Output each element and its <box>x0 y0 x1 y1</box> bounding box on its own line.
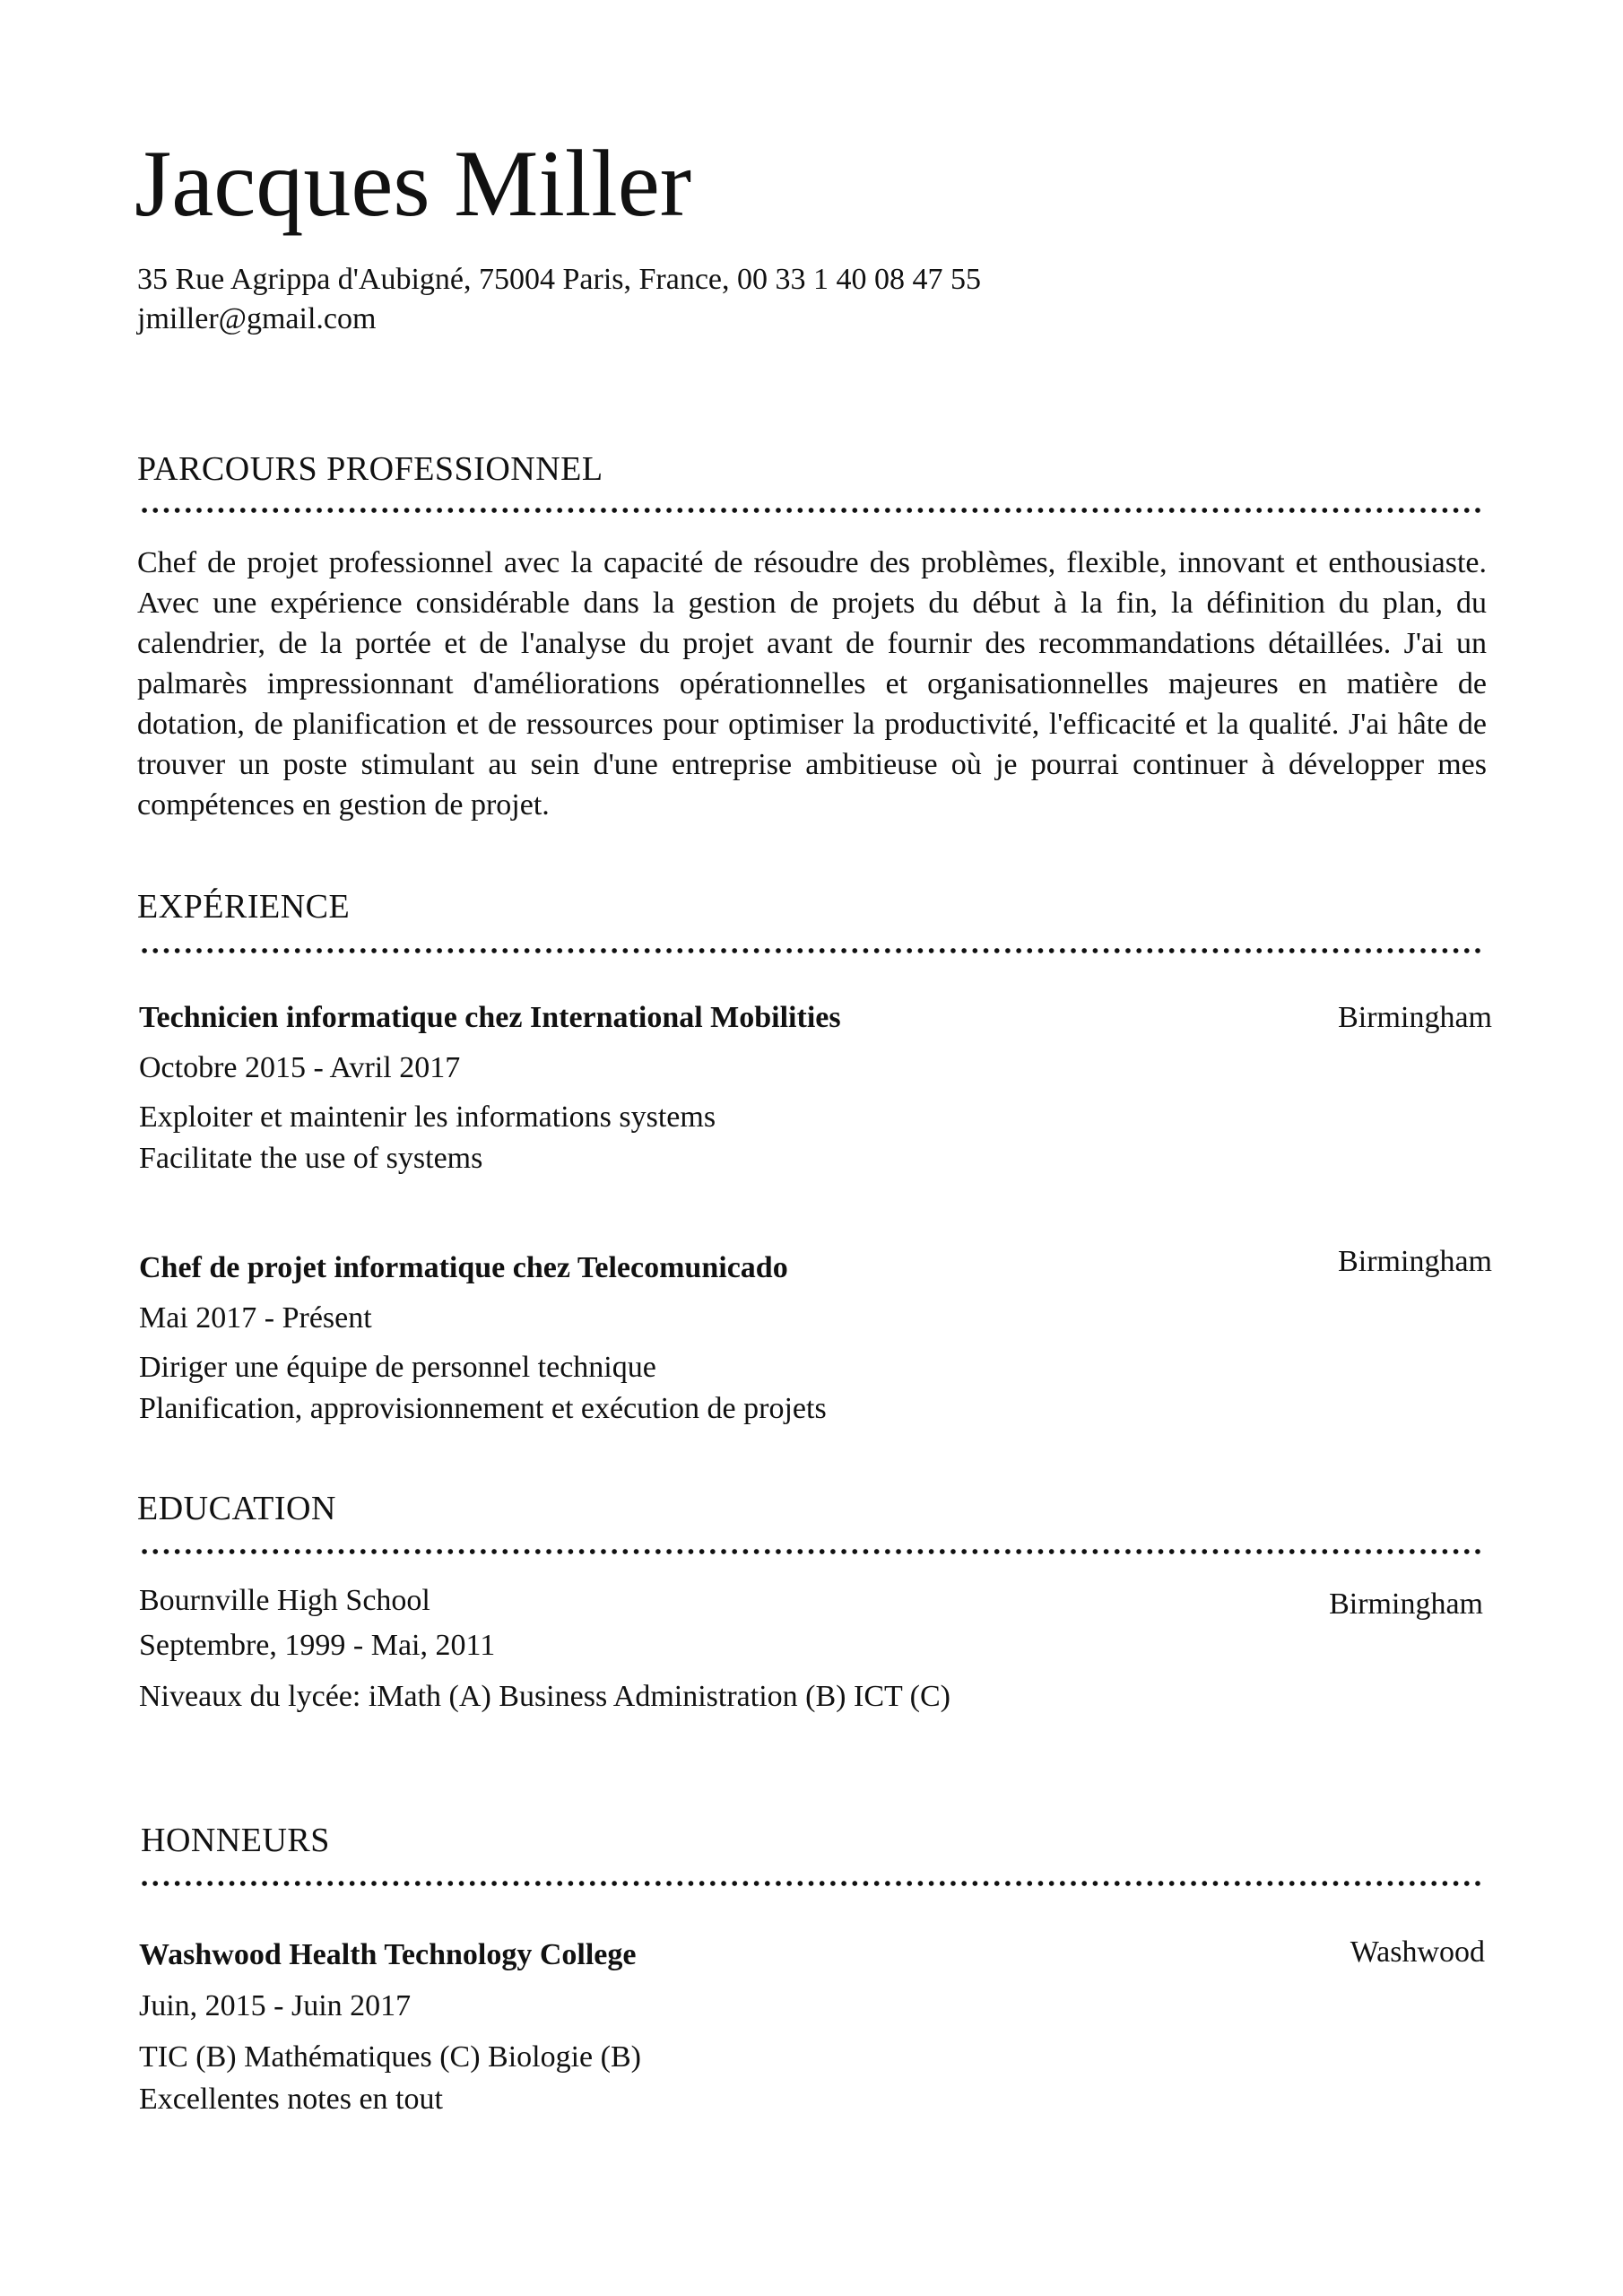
job-dates: Octobre 2015 - Avril 2017 <box>139 1051 461 1084</box>
dotted-divider <box>139 508 1484 513</box>
honor-institution: Washwood Health Technology College <box>139 1938 637 1971</box>
honor-location: Washwood <box>1350 1935 1485 1969</box>
honor-dates: Juin, 2015 - Juin 2017 <box>139 1989 412 2022</box>
job-duty: Planification, approvisionnement et exécution de projets <box>139 1392 827 1425</box>
job-duty: Facilitate the use of systems <box>139 1142 483 1175</box>
school-location: Birmingham <box>1329 1587 1483 1621</box>
job-location: Birmingham <box>1338 1001 1492 1034</box>
address-phone: 35 Rue Agrippa d'Aubigné, 75004 Paris, France, 00 33 1 40 08 47 55 <box>137 263 982 296</box>
summary-paragraph: Chef de projet professionnel avec la capacité de résoudre des problèmes, flexible, innovant et enthousiaste. Avec une expérience considérable dans la gestion de projets du début à la fin, la définition du plan, du calendrier, de la portée et de l'analyse du projet avant de fournir des recommandations détaillées. J'ai un palmarès impressionnant d'améliorations opérationnelles et organisationnelles majeures en matière de dotation, de planification et de ressources pour optimiser la productivité, l'efficacité et la qualité. J'ai hâte de trouver un poste stimulant au sein d'une entreprise ambitieuse où je pourrai continuer à développer mes compétences en gestion de projet. <box>137 546 1487 822</box>
contact-block <box>137 260 981 339</box>
job-duty: Diriger une équipe de personnel technique <box>139 1351 656 1384</box>
candidate-name: Jacques Miller <box>135 131 692 236</box>
section-title-honors: HONNEURS <box>141 1822 330 1859</box>
dotted-divider <box>139 1881 1484 1886</box>
email: jmiller@gmail.com <box>137 302 377 335</box>
section-title-education: EDUCATION <box>137 1490 336 1527</box>
school-details: Niveaux du lycée: iMath (A) Business Administration (B) ICT (C) <box>139 1680 950 1713</box>
section-title-experience: EXPÉRIENCE <box>137 888 351 926</box>
job-location: Birmingham <box>1338 1245 1492 1278</box>
section-title-summary: PARCOURS PROFESSIONNEL <box>137 450 603 488</box>
school-name: Bournville High School <box>139 1584 430 1617</box>
honor-detail: TIC (B) Mathématiques (C) Biologie (B) <box>139 2040 641 2074</box>
job-duty: Exploiter et maintenir les informations systems <box>139 1100 716 1134</box>
job-dates: Mai 2017 - Présent <box>139 1301 372 1335</box>
job-title: Technicien informatique chez International Mobilities <box>139 1001 841 1034</box>
dotted-divider <box>139 1549 1484 1554</box>
dotted-divider <box>139 948 1484 953</box>
honor-detail: Excellentes notes en tout <box>139 2083 443 2116</box>
school-dates: Septembre, 1999 - Mai, 2011 <box>139 1629 496 1662</box>
job-title: Chef de projet informatique chez Telecomunicado <box>139 1251 788 1284</box>
